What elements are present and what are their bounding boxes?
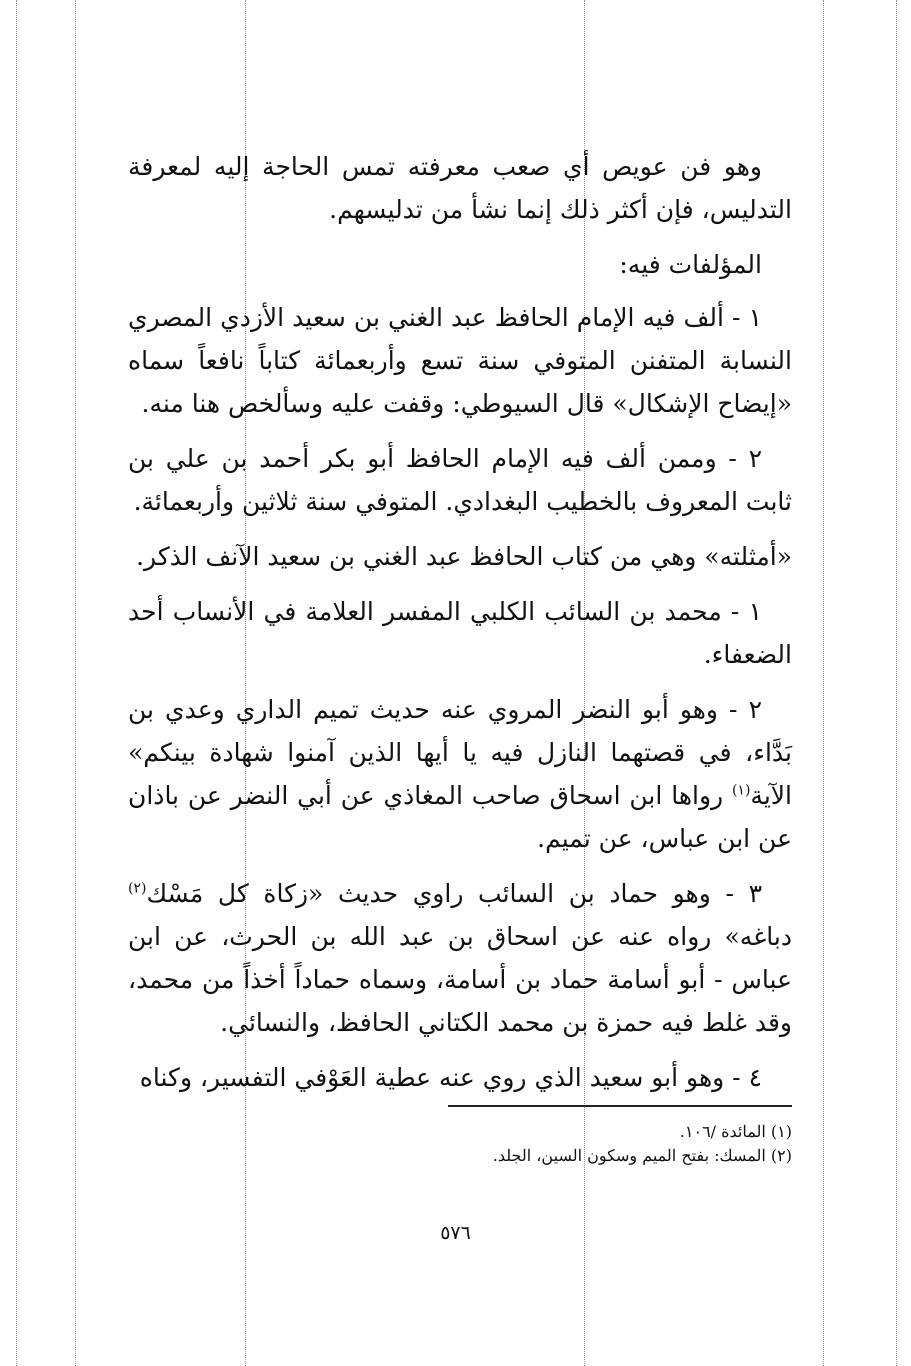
example-item-3-text-cont: دباغه» رواه عنه عن اسحاق بن عبد الله بن الحرث، عن ابن عباس - أبو أسامة حماد بن أسامة، وسماه حماداً أخذاً من محمد، وقد غلط فيه حمزة بن محمد الكتاني الحافظ، والنسائي. xyxy=(128,922,792,1037)
intro-paragraph: وهو فن عويص أي صعب معرفته تمس الحاجة إليه لمعرفة التدليس، فإن أكثر ذلك إنما نشأ من تدليسهم. xyxy=(128,152,792,224)
example-item-2-text-cont: رواها ابن اسحاق صاحب المغاذي عن أبي النضر عن باذان عن ابن عباس، عن تميم. xyxy=(128,781,792,853)
footnote-2: (٢) المسك: بفتح الميم وسكون السين، الجلد. xyxy=(492,1146,792,1165)
margin-dotted-line-right xyxy=(896,0,897,1366)
example-item-2-text: ٢ - وهو أبو النضر المروي عنه حديث تميم الداري وعدي بن بَدَّاء، في قصتهما النازل فيه يا أيها الذين آمنوا شهادة بينكم» الآية xyxy=(128,695,792,810)
page-body xyxy=(128,145,792,1111)
author-item-2: ٢ - وممن ألف فيه الإمام الحافظ أبو بكر أحمد بن علي بن ثابت المعروف بالخطيب البغدادي. المتوفي سنة ثلاثين وأربعمائة. xyxy=(128,444,792,516)
example-item-3 xyxy=(128,872,792,1044)
footnotes xyxy=(448,1120,792,1168)
footnote-mark-2: (٢) xyxy=(128,880,147,897)
examples-intro: «أمثلته» وهي من كتاب الحافظ عبد الغني بن سعيد الآنف الذكر. xyxy=(136,542,792,571)
footnote-1: (١) المائدة /١٠٦. xyxy=(679,1122,792,1141)
author-item-1: ١ - ألف فيه الإمام الحافظ عبد الغني بن سعيد الأزدي المصري النسابة المتفنن المتوفي سنة تسع وأربعمائة كتاباً نافعاً سماه «إيضاح الإشكال» قال السيوطي: وقفت عليه وسألخص هنا منه. xyxy=(128,303,792,418)
margin-dotted-line-left xyxy=(16,0,17,1366)
example-item-4: ٤ - وهو أبو سعيد الذي روي عنه عطية العَوْفي التفسير، وكناه xyxy=(139,1063,762,1092)
example-item-2 xyxy=(128,688,792,860)
example-item-1: ١ - محمد بن السائب الكلبي المفسر العلامة في الأنساب أحد الضعفاء. xyxy=(128,597,792,669)
margin-dotted-line-right-inner xyxy=(823,0,824,1366)
footnote-separator xyxy=(448,1105,792,1107)
footnote-mark-1: (١) xyxy=(731,782,751,799)
page-number: ٥٧٦ xyxy=(440,1222,471,1244)
margin-dotted-line-left-inner xyxy=(75,0,76,1366)
example-item-3-text: ٣ - وهو حماد بن السائب راوي حديث «زكاة كل مَسْك xyxy=(146,879,762,908)
section-heading: المؤلفات فيه: xyxy=(619,250,762,279)
